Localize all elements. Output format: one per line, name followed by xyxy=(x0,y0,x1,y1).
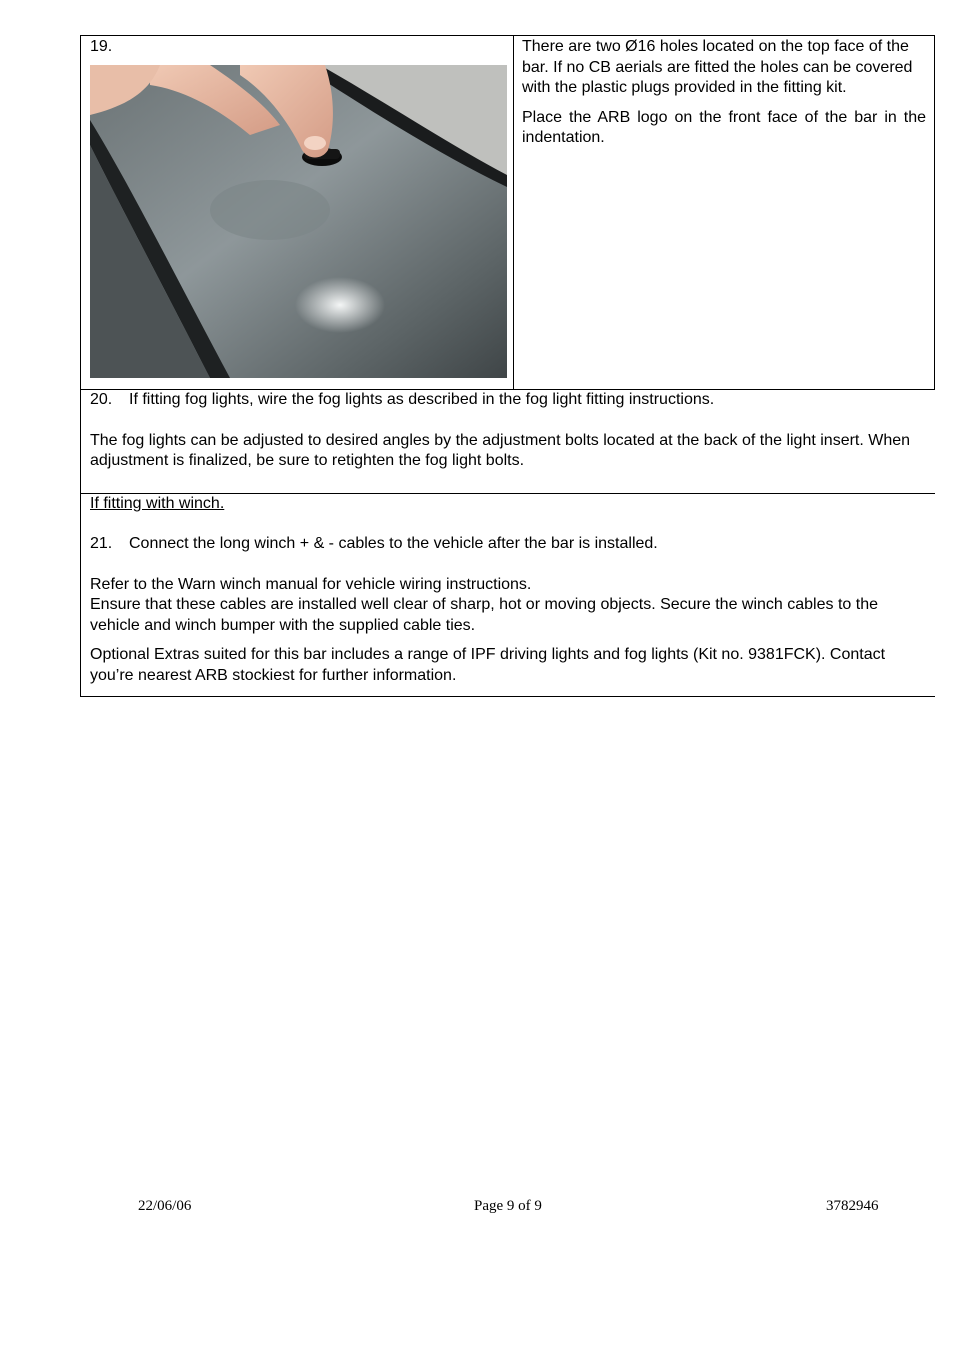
step-19-text-cell xyxy=(514,36,934,389)
step-21-number: 21. xyxy=(90,535,113,552)
step-20-adjust-text: The fog lights can be adjusted to desired angles by the adjustment bolts located at the back of the light insert. When adjustment is finalized, be sure to retighten the fog light bolts. xyxy=(90,431,911,469)
step-20-text: If fitting fog lights, wire the fog lights as described in the fog light fitting instructions. xyxy=(129,391,715,408)
plug-photo xyxy=(90,65,507,378)
winch-row xyxy=(80,494,935,698)
footer-page-number: Page 9 of 9 xyxy=(474,1198,542,1214)
step-20-row xyxy=(80,389,935,494)
instruction-table xyxy=(80,35,935,697)
step-21-line xyxy=(90,534,927,555)
step-20-line xyxy=(90,390,927,411)
step-19-image-cell xyxy=(81,36,514,389)
step-21-text: Connect the long winch + & - cables to the vehicle after the bar is installed. xyxy=(129,535,658,552)
step-19-logo-text: Place the ARB logo on the front face of the bar in the indentation. xyxy=(522,108,926,146)
optional-extras-text: Optional Extras suited for this bar includes a range of IPF driving lights and fog lights (Kit no. 9381FCK). Contact you’re nearest ARB stockiest for further information. xyxy=(90,646,886,684)
footer-doc-number: 3782946 xyxy=(826,1198,879,1214)
step-19-holes-text: There are two Ø16 holes located on the top face of the bar. If no CB aerials are fitted the holes can be covered with the plastic plugs provided in the fitting kit. xyxy=(522,38,913,96)
step-20-number: 20. xyxy=(90,391,113,408)
footer-date: 22/06/06 xyxy=(138,1198,192,1214)
winch-heading: If fitting with winch. xyxy=(90,494,225,512)
warn-manual-text: Refer to the Warn winch manual for vehicle wiring instructions. xyxy=(90,575,532,593)
cable-clearance-text: Ensure that these cables are installed well clear of sharp, hot or moving objects. Secure the winch cables to the vehicle and winch bumper with the supplied cable ties. xyxy=(90,596,878,634)
step-19-row xyxy=(80,35,935,389)
step-19-number: 19. xyxy=(90,38,113,55)
